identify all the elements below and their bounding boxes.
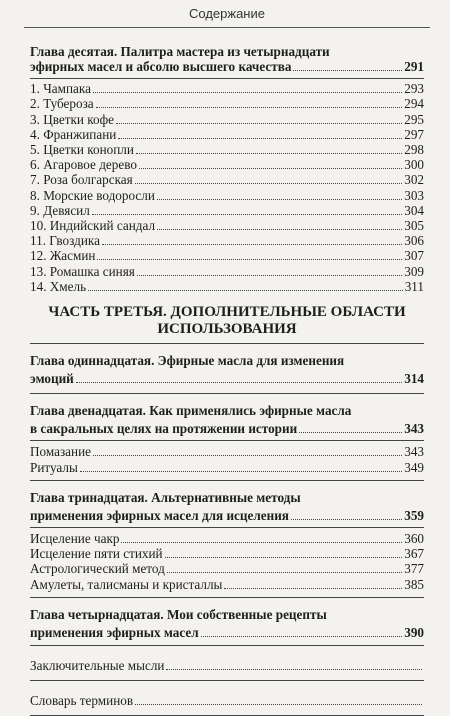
chapter-12-rule bbox=[30, 440, 424, 441]
list-item[interactable]: Помазание 343 bbox=[30, 444, 424, 460]
chapter-11-title-line1: Глава одиннадцатая. Эфирные масла для изменения bbox=[30, 353, 345, 369]
list-item[interactable]: 14. Хмель 311 bbox=[30, 278, 424, 294]
list-item[interactable]: 10. Индийский сандал 305 bbox=[30, 218, 424, 234]
chapter-12-title bbox=[30, 403, 424, 419]
chapter-11-title bbox=[30, 353, 424, 369]
chapter-11-rule bbox=[30, 393, 424, 394]
list-item[interactable]: Астрологический метод 377 bbox=[30, 561, 424, 577]
chapter-11-block bbox=[30, 353, 424, 386]
header-rule bbox=[24, 27, 430, 28]
list-item[interactable]: Ритуалы 349 bbox=[30, 459, 424, 475]
part-3-title-line1: ЧАСТЬ ТРЕТЬЯ. ДОПОЛНИТЕЛЬНЫЕ ОБЛАСТИ bbox=[48, 304, 406, 321]
leader-dots bbox=[299, 432, 402, 433]
closing-entries bbox=[30, 658, 424, 716]
chapter-13-rule bbox=[30, 527, 424, 528]
list-item[interactable]: 6. Агаровое дерево 300 bbox=[30, 157, 424, 173]
chapter-12-items bbox=[30, 444, 424, 474]
closing-rule bbox=[30, 680, 424, 681]
chapter-10-title-line2: эфирных масел и абсолю высшего качества bbox=[30, 59, 292, 74]
part-3-rule bbox=[30, 343, 424, 344]
chapter-10-title bbox=[30, 44, 424, 60]
part-3-heading bbox=[30, 304, 424, 338]
chapter-10-entry[interactable] bbox=[30, 59, 424, 74]
chapter-14-rule bbox=[30, 645, 424, 646]
leader-dots bbox=[76, 382, 402, 383]
chapter-14-block bbox=[30, 607, 424, 640]
chapter-14-title bbox=[30, 607, 424, 623]
chapter-13-block bbox=[30, 490, 424, 592]
list-item[interactable]: Исцеление чакр 360 bbox=[30, 531, 424, 547]
chapter-13-end-rule bbox=[30, 597, 424, 598]
chapter-10-title-line1: Глава десятая. Палитра мастера из четырнадцати bbox=[30, 44, 330, 59]
list-item[interactable]: 7. Роза болгарская 302 bbox=[30, 172, 424, 188]
chapter-12-end-rule bbox=[30, 480, 424, 481]
chapter-13-entry[interactable] bbox=[30, 508, 424, 523]
chapter-12-title-line2: в сакральных целях на протяжении истории bbox=[30, 421, 298, 437]
chapter-14-entry[interactable] bbox=[30, 625, 424, 640]
list-item[interactable]: 5. Цветки конопли 298 bbox=[30, 142, 424, 158]
chapter-10-block bbox=[30, 44, 424, 294]
chapter-14-title-line1: Глава четырнадцатая. Мои собственные рецепты bbox=[30, 606, 327, 622]
chapter-11-title-line2: эмоций bbox=[30, 371, 74, 387]
list-item[interactable]: 9. Девясил 304 bbox=[30, 202, 424, 218]
chapter-10-rule bbox=[30, 78, 424, 79]
list-item[interactable]: Исцеление пяти стихий 367 bbox=[30, 546, 424, 562]
chapter-11-page: 314 bbox=[404, 371, 424, 387]
list-item[interactable]: 2. Тубероза 294 bbox=[30, 96, 424, 112]
list-item[interactable]: 4. Франжипани 297 bbox=[30, 126, 424, 142]
list-item[interactable]: 3. Цветки кофе 295 bbox=[30, 111, 424, 127]
chapter-13-title-line1: Глава тринадцатая. Альтернативные методы bbox=[30, 489, 301, 505]
closing-thoughts-entry[interactable]: Заключительные мысли bbox=[30, 658, 424, 673]
chapter-10-page: 291 bbox=[404, 59, 424, 74]
chapter-12-block bbox=[30, 403, 424, 475]
part-3-title-line2: ИСПОЛЬЗОВАНИЯ bbox=[157, 321, 297, 338]
chapter-12-entry[interactable] bbox=[30, 421, 424, 436]
leader-dots bbox=[293, 70, 402, 71]
glossary-entry[interactable]: Словарь терминов bbox=[30, 693, 424, 708]
chapter-14-page: 390 bbox=[404, 624, 424, 640]
chapter-13-items bbox=[30, 531, 424, 592]
leader-dots bbox=[291, 519, 402, 520]
chapter-13-title bbox=[30, 490, 424, 506]
list-item[interactable]: Амулеты, талисманы и кристаллы 385 bbox=[30, 576, 424, 592]
chapter-12-title-line1: Глава двенадцатая. Как применялись эфирные масла bbox=[30, 403, 352, 419]
running-header: Содержание bbox=[189, 6, 265, 21]
leader-dots bbox=[201, 636, 403, 637]
chapter-12-page: 343 bbox=[404, 421, 424, 437]
list-item[interactable]: 1. Чампака 293 bbox=[30, 81, 424, 97]
list-item[interactable]: 11. Гвоздика 306 bbox=[30, 233, 424, 249]
chapter-13-title-line2: применения эфирных масел для исцеления bbox=[30, 507, 289, 523]
list-item[interactable]: 8. Морские водоросли 303 bbox=[30, 187, 424, 203]
chapter-10-items bbox=[30, 81, 424, 294]
chapter-14-title-line2: применения эфирных масел bbox=[30, 624, 199, 640]
list-item[interactable]: 13. Ромашка синяя 309 bbox=[30, 263, 424, 279]
chapter-11-entry[interactable] bbox=[30, 371, 424, 386]
chapter-13-page: 359 bbox=[404, 507, 424, 523]
list-item[interactable]: 12. Жасмин 307 bbox=[30, 248, 424, 264]
